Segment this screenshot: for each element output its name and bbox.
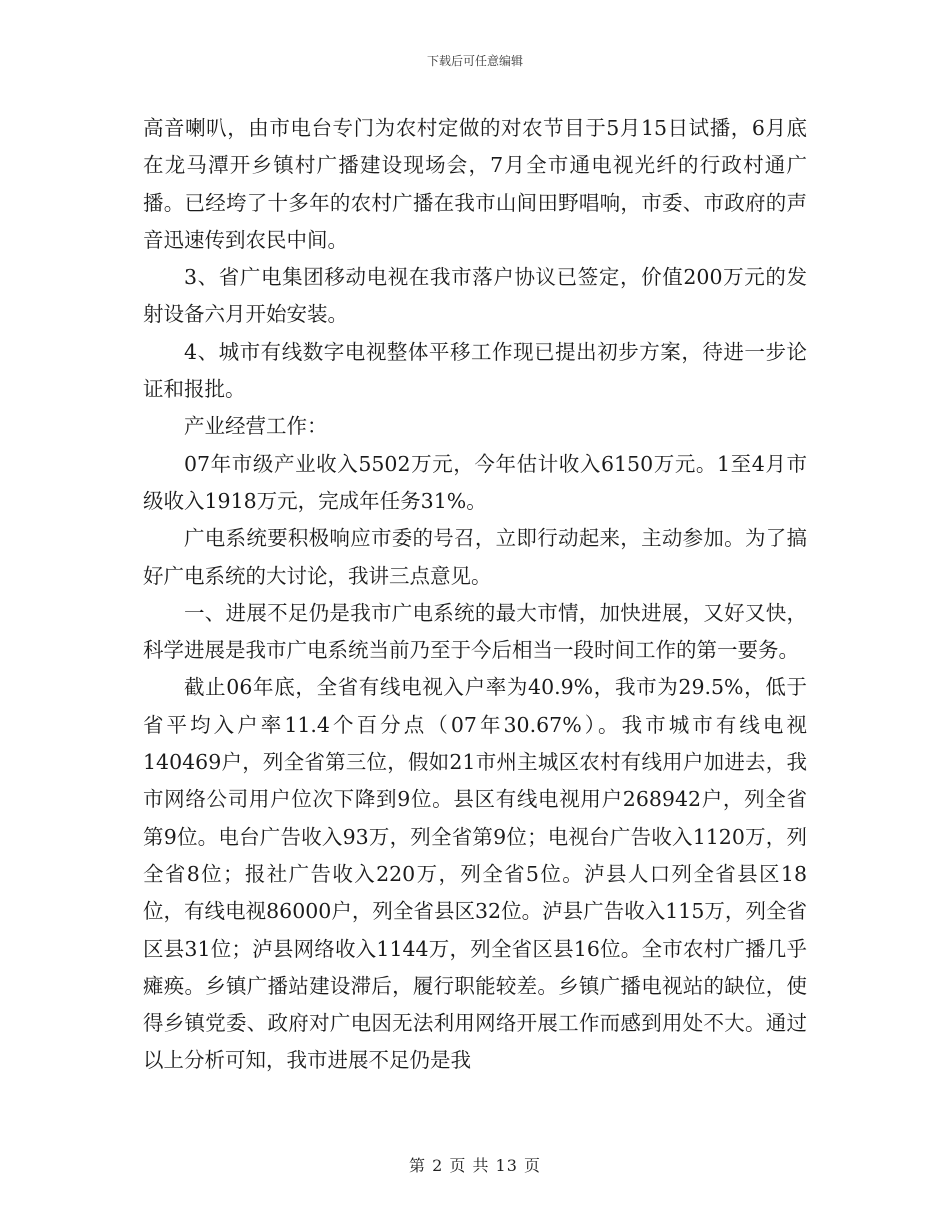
paragraph-statistics: 截止06年底，全省有线电视入户率为40.9%，我市为29.5%，低于省平均入户率11.4个百分点（07年30.67%）。我市城市有线电视140469户，列全省第三位，假如21市州主城区农村有线用户加进去，我市网络公司用户位次下降到9位。县区有线电视用户268942户，列全省第9位。电台广告收入93万，列全省第9位；电视台广告收入1120万，列全省8位；报社广告收入220万，列全省5位。泸县人口列全省县区18位，有线电视86000户，列全省县区32位。泸县广告收入115万，列全省区县31位；泸县网络收入1144万，列全省区县16位。全市农村广播几乎瘫痪。乡镇广播站建设滞后，履行职能较差。乡镇广播电视站的缺位，使得乡镇党委、政府对广电因无法利用网络开展工作而感到用处不大。通过以上分析可知，我市进展不足仍是我 xyxy=(143,675,807,1073)
paragraph-broadcast-continuation: 高音喇叭，由市电台专门为农村定做的对农节目于5月15日试播，6月底在龙马潭开乡镇村广播建设现场会，7月全市通电视光纤的行政村通广播。已经垮了十多年的农村广播在我市山间田野唱响，市委、市政府的声音迅速传到农民中间。 xyxy=(143,116,807,252)
paragraph-industry-income: 07年市级产业收入5502万元，今年估计收入6150万元。1至4月市级收入1918万元，完成年任务31%。 xyxy=(143,451,807,513)
paragraph-call-to-action: 广电系统要积极响应市委的号召，立即行动起来，主动参加。为了搞好广电系统的大讨论，我讲三点意见。 xyxy=(143,526,807,588)
paragraph-digital-tv: 4、城市有线数字电视整体平移工作现已提出初步方案，待进一步论证和报批。 xyxy=(143,339,807,402)
document-body xyxy=(143,110,807,1080)
page-number-footer: 第 2 页 共 13 页 xyxy=(409,1156,541,1175)
page-header-note: 下载后可任意编辑 xyxy=(426,54,523,68)
paragraph-industry-heading: 产业经营工作： xyxy=(184,414,328,439)
paragraph-point-one: 一、进展不足仍是我市广电系统的最大市情，加快进展，又好又快，科学进展是我市广电系统当前乃至于今后相当一段时间工作的第一要务。 xyxy=(143,600,807,663)
paragraph-mobile-tv: 3、省广电集团移动电视在我市落户协议已签定，价值200万元的发射设备六月开始安装。 xyxy=(143,265,807,327)
